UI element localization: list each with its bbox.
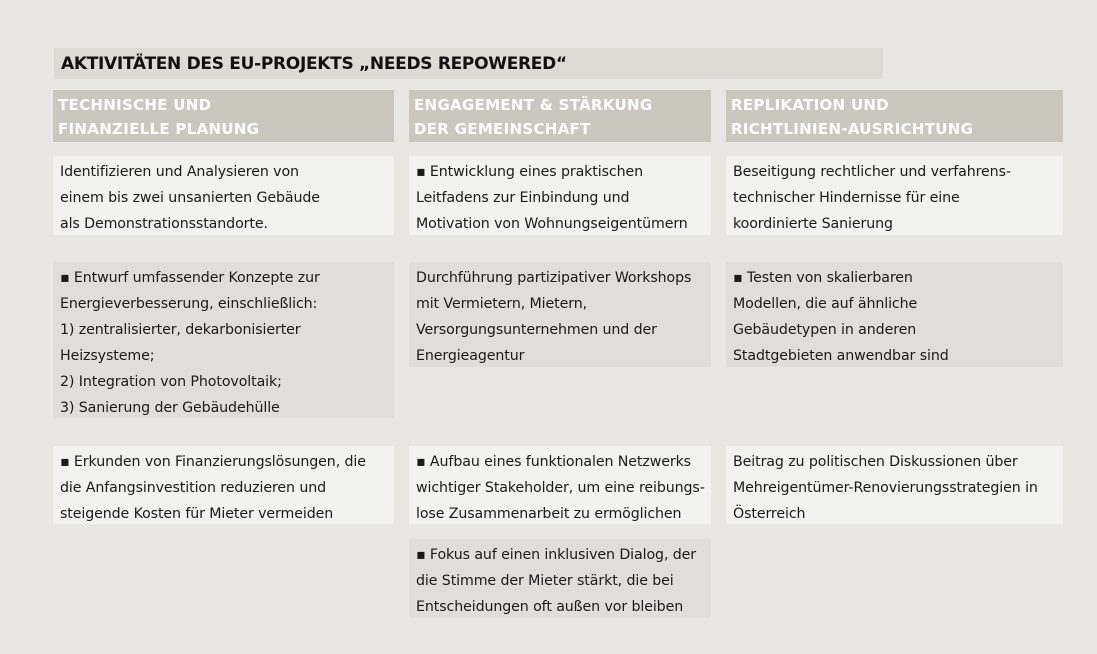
cell-line: ▪ Fokus auf einen inklusiven Dialog, der	[416, 547, 697, 563]
cell-line: ▪ Testen von skalierbaren	[733, 270, 913, 286]
cell-line: als Demonstrationsstandorte.	[60, 216, 268, 232]
cell-line: technischer Hindernisse für eine	[733, 190, 960, 206]
cell-line: die Stimme der Mieter stärkt, die bei	[416, 573, 674, 589]
cell-line: Mehreigentümer-Renovierungsstrategien in	[733, 480, 1038, 496]
cell-line: Beitrag zu politischen Diskussionen über	[733, 454, 1018, 470]
cell-line: ▪ Aufbau eines funktionalen Netzwerks	[416, 454, 691, 470]
cell-line: steigende Kosten für Mieter vermeiden	[60, 506, 334, 522]
cell-line: mit Vermietern, Mietern,	[416, 296, 588, 312]
activity-cell	[409, 156, 711, 235]
cell-line: Durchführung partizipativer Workshops	[416, 270, 692, 286]
cell-line: ▪ Entwicklung eines praktischen	[416, 164, 643, 180]
header-line: REPLIKATION UND	[731, 96, 890, 114]
title-bar	[54, 48, 883, 79]
activity-cell	[53, 156, 394, 235]
cell-line: die Anfangsinvestition reduzieren und	[60, 480, 327, 496]
cell-line: 1) zentralisierter, dekarbonisierter	[60, 322, 301, 338]
activity-cell	[726, 156, 1063, 235]
cell-line: Beseitigung rechtlicher und verfahrens-	[733, 164, 1011, 180]
column-header-technical-planning	[53, 90, 394, 142]
cell-line: Energieagentur	[416, 348, 525, 364]
header-line: TECHNISCHE UND	[58, 96, 212, 114]
activity-cell	[409, 539, 711, 618]
cell-line: 2) Integration von Photovoltaik;	[60, 374, 282, 390]
cell-line: Gebäudetypen in anderen	[733, 322, 917, 338]
cell-line: ▪ Erkunden von Finanzierungslösungen, die	[60, 454, 366, 470]
cell-line: Stadtgebieten anwendbar sind	[733, 348, 949, 364]
cell-line: 3) Sanierung der Gebäudehülle	[60, 400, 280, 416]
cell-line: Motivation von Wohnungseigentümern	[416, 216, 688, 232]
activity-cell	[726, 262, 1063, 367]
activity-cell	[409, 262, 711, 367]
cell-line: Modellen, die auf ähnliche	[733, 296, 918, 312]
header-line: FINANZIELLE PLANUNG	[58, 120, 260, 138]
activity-cell	[53, 262, 394, 418]
column-header-replication-policy	[726, 90, 1063, 142]
cell-line: Versorgungsunternehmen und der	[416, 322, 657, 338]
header-line: ENGAGEMENT & STÄRKUNG	[414, 96, 653, 114]
cell-line: koordinierte Sanierung	[733, 216, 893, 232]
cell-line: Entscheidungen oft außen vor bleiben	[416, 599, 684, 615]
page-title: AKTIVITÄTEN DES EU-PROJEKTS „NEEDS REPOWERED“	[61, 53, 567, 74]
cell-line: lose Zusammenarbeit zu ermöglichen	[416, 506, 682, 522]
cell-line: Österreich	[733, 506, 806, 522]
column-header-community-engagement	[409, 90, 711, 142]
cell-line: Energieverbesserung, einschließlich:	[60, 296, 318, 312]
header-line: DER GEMEINSCHAFT	[414, 120, 591, 138]
cell-line: Leitfadens zur Einbindung und	[416, 190, 630, 206]
cell-line: Identifizieren und Analysieren von	[60, 164, 299, 180]
cell-line: einem bis zwei unsanierten Gebäude	[60, 190, 320, 206]
cell-line: ▪ Entwurf umfassender Konzepte zur	[60, 270, 320, 286]
cell-line: wichtiger Stakeholder, um eine reibungs-	[416, 480, 705, 496]
header-line: RICHTLINIEN-AUSRICHTUNG	[731, 120, 974, 138]
activity-cell	[726, 446, 1063, 524]
cell-line: Heizsysteme;	[60, 348, 155, 364]
activity-cell	[409, 446, 711, 524]
activity-cell	[53, 446, 394, 524]
